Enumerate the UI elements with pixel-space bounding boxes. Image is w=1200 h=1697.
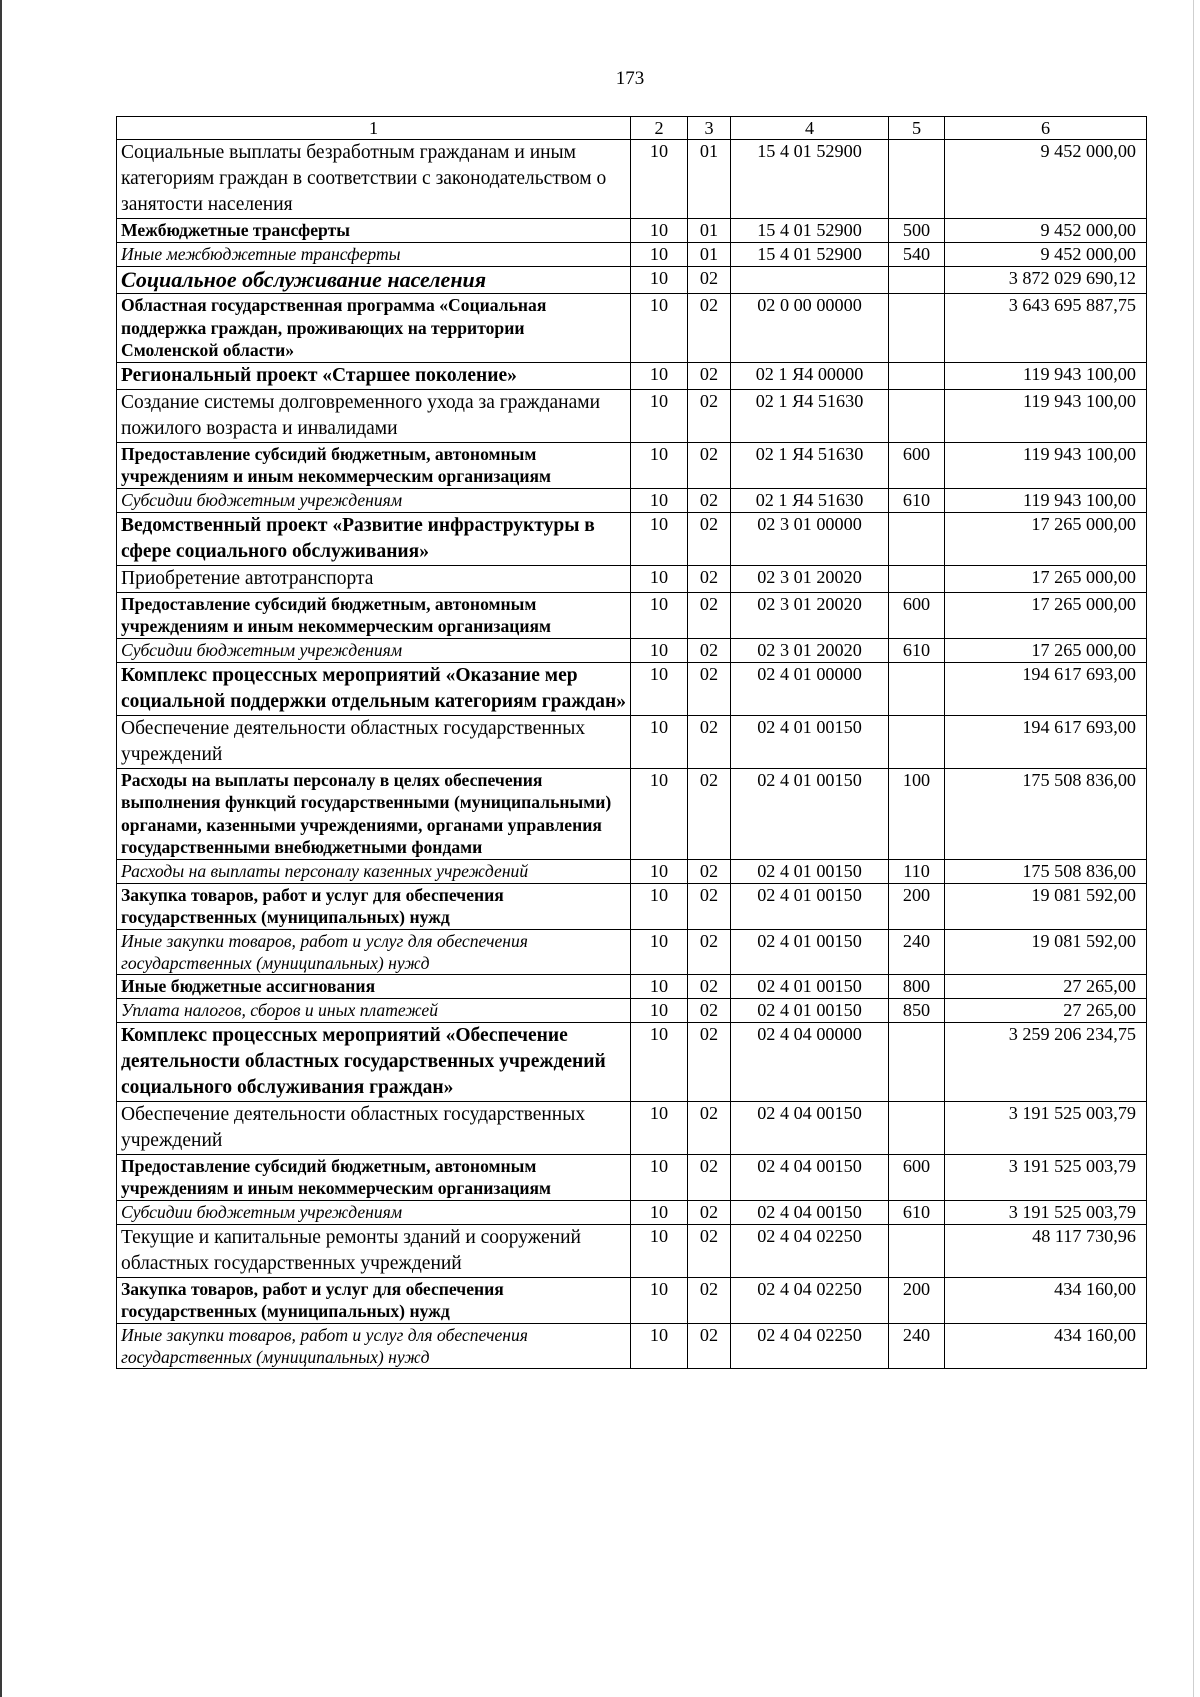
table-row: [117, 592, 1147, 638]
table-row: [117, 1022, 1147, 1101]
table-row: [117, 267, 1147, 294]
amount-cell: 27 265,00: [945, 998, 1147, 1022]
expense-type-cell: [889, 294, 945, 363]
target-article-cell: 15 4 01 52900: [731, 219, 889, 243]
row-name-cell: Предоставление субсидий бюджетным, автономным учреждениям и иным некоммерческим организациям: [117, 592, 631, 638]
table-row: [117, 1277, 1147, 1323]
section-code-cell: 10: [631, 294, 688, 363]
table-row: [117, 768, 1147, 859]
row-name-cell: Комплекс процессных мероприятий «Обеспечение деятельности областных государственных учреждений социального обслуживания граждан»: [117, 1022, 631, 1101]
subsection-code-cell: 02: [688, 998, 731, 1022]
subsection-code-cell: 01: [688, 219, 731, 243]
row-name-cell: Уплата налогов, сборов и иных платежей: [117, 998, 631, 1022]
table-row: [117, 294, 1147, 363]
table-row: [117, 442, 1147, 488]
expense-type-cell: 850: [889, 998, 945, 1022]
table-row: [117, 140, 1147, 219]
amount-cell: 434 160,00: [945, 1277, 1147, 1323]
expense-type-cell: 600: [889, 442, 945, 488]
table-row: [117, 243, 1147, 267]
row-name-cell: Иные закупки товаров, работ и услуг для обеспечения государственных (муниципальных) нужд: [117, 929, 631, 974]
amount-cell: 119 943 100,00: [945, 442, 1147, 488]
page-edge: [1193, 0, 1194, 1697]
expense-type-cell: 100: [889, 768, 945, 859]
row-name-cell: Текущие и капитальные ремонты зданий и сооружений областных государственных учреждений: [117, 1224, 631, 1277]
section-code-cell: 10: [631, 1277, 688, 1323]
row-name-cell: Комплекс процессных мероприятий «Оказание мер социальной поддержки отдельным категориям граждан»: [117, 662, 631, 715]
target-article-cell: 02 4 04 00150: [731, 1200, 889, 1224]
expense-type-cell: 600: [889, 592, 945, 638]
row-name-cell: Закупка товаров, работ и услуг для обеспечения государственных (муниципальных) нужд: [117, 1277, 631, 1323]
subsection-code-cell: 02: [688, 389, 731, 442]
row-name-cell: Расходы на выплаты персоналу казенных учреждений: [117, 859, 631, 883]
expense-type-cell: 240: [889, 1323, 945, 1368]
table-row: [117, 1154, 1147, 1200]
amount-cell: 175 508 836,00: [945, 859, 1147, 883]
header-cell: 6: [945, 117, 1147, 140]
header-cell: 2: [631, 117, 688, 140]
row-name-cell: Предоставление субсидий бюджетным, автономным учреждениям и иным некоммерческим организациям: [117, 442, 631, 488]
subsection-code-cell: 02: [688, 1154, 731, 1200]
section-code-cell: 10: [631, 488, 688, 512]
table-row: [117, 389, 1147, 442]
row-name-cell: Иные закупки товаров, работ и услуг для обеспечения государственных (муниципальных) нужд: [117, 1323, 631, 1368]
amount-cell: 9 452 000,00: [945, 243, 1147, 267]
row-name-cell: Иные бюджетные ассигнования: [117, 974, 631, 998]
section-code-cell: 10: [631, 929, 688, 974]
subsection-code-cell: 02: [688, 488, 731, 512]
target-article-cell: 02 1 Я4 00000: [731, 362, 889, 389]
subsection-code-cell: 02: [688, 1277, 731, 1323]
target-article-cell: 02 4 01 00150: [731, 998, 889, 1022]
section-code-cell: 10: [631, 1200, 688, 1224]
target-article-cell: 02 4 01 00150: [731, 929, 889, 974]
target-article-cell: 02 1 Я4 51630: [731, 389, 889, 442]
amount-cell: 27 265,00: [945, 974, 1147, 998]
section-code-cell: 10: [631, 362, 688, 389]
expense-type-cell: [889, 1101, 945, 1154]
row-name-cell: Межбюджетные трансферты: [117, 219, 631, 243]
section-code-cell: 10: [631, 243, 688, 267]
subsection-code-cell: 02: [688, 565, 731, 592]
target-article-cell: 02 1 Я4 51630: [731, 442, 889, 488]
amount-cell: 175 508 836,00: [945, 768, 1147, 859]
amount-cell: 9 452 000,00: [945, 219, 1147, 243]
amount-cell: 3 872 029 690,12: [945, 267, 1147, 294]
subsection-code-cell: 02: [688, 362, 731, 389]
amount-cell: 9 452 000,00: [945, 140, 1147, 219]
amount-cell: 119 943 100,00: [945, 389, 1147, 442]
subsection-code-cell: 01: [688, 140, 731, 219]
subsection-code-cell: 02: [688, 267, 731, 294]
section-code-cell: 10: [631, 1022, 688, 1101]
table-row: [117, 219, 1147, 243]
table-header-row: [117, 117, 1147, 140]
subsection-code-cell: 02: [688, 512, 731, 565]
target-article-cell: 02 4 04 02250: [731, 1323, 889, 1368]
row-name-cell: Субсидии бюджетным учреждениям: [117, 488, 631, 512]
table-row: [117, 1323, 1147, 1368]
section-code-cell: 10: [631, 267, 688, 294]
expense-type-cell: 800: [889, 974, 945, 998]
row-name-cell: Иные межбюджетные трансферты: [117, 243, 631, 267]
table-row: [117, 859, 1147, 883]
amount-cell: 3 643 695 887,75: [945, 294, 1147, 363]
section-code-cell: 10: [631, 662, 688, 715]
expense-type-cell: [889, 565, 945, 592]
expense-type-cell: 240: [889, 929, 945, 974]
section-code-cell: 10: [631, 883, 688, 929]
row-name-cell: Субсидии бюджетным учреждениям: [117, 638, 631, 662]
expense-type-cell: 610: [889, 638, 945, 662]
page-edge: [0, 0, 2, 1697]
table-row: [117, 929, 1147, 974]
amount-cell: 3 191 525 003,79: [945, 1154, 1147, 1200]
expense-type-cell: 610: [889, 1200, 945, 1224]
row-name-cell: Закупка товаров, работ и услуг для обеспечения государственных (муниципальных) нужд: [117, 883, 631, 929]
table-row: [117, 974, 1147, 998]
subsection-code-cell: 02: [688, 1323, 731, 1368]
target-article-cell: [731, 267, 889, 294]
amount-cell: 194 617 693,00: [945, 662, 1147, 715]
expense-type-cell: [889, 715, 945, 768]
subsection-code-cell: 01: [688, 243, 731, 267]
row-name-cell: Обеспечение деятельности областных государственных учреждений: [117, 715, 631, 768]
target-article-cell: 02 3 01 20020: [731, 592, 889, 638]
expense-type-cell: 110: [889, 859, 945, 883]
amount-cell: 17 265 000,00: [945, 592, 1147, 638]
target-article-cell: 02 4 04 00000: [731, 1022, 889, 1101]
section-code-cell: 10: [631, 140, 688, 219]
section-code-cell: 10: [631, 1224, 688, 1277]
target-article-cell: 02 0 00 00000: [731, 294, 889, 363]
table-row: [117, 715, 1147, 768]
target-article-cell: 02 3 01 20020: [731, 638, 889, 662]
section-code-cell: 10: [631, 859, 688, 883]
section-code-cell: 10: [631, 1154, 688, 1200]
section-code-cell: 10: [631, 442, 688, 488]
target-article-cell: 02 4 01 00150: [731, 883, 889, 929]
amount-cell: 19 081 592,00: [945, 883, 1147, 929]
target-article-cell: 02 4 01 00150: [731, 715, 889, 768]
subsection-code-cell: 02: [688, 859, 731, 883]
expense-type-cell: 200: [889, 883, 945, 929]
section-code-cell: 10: [631, 565, 688, 592]
table-row: [117, 512, 1147, 565]
row-name-cell: Областная государственная программа «Социальная поддержка граждан, проживающих на территории Смоленской области»: [117, 294, 631, 363]
subsection-code-cell: 02: [688, 768, 731, 859]
expense-type-cell: 200: [889, 1277, 945, 1323]
amount-cell: 3 259 206 234,75: [945, 1022, 1147, 1101]
section-code-cell: 10: [631, 715, 688, 768]
section-code-cell: 10: [631, 1101, 688, 1154]
table-row: [117, 662, 1147, 715]
table-row: [117, 488, 1147, 512]
row-name-cell: Обеспечение деятельности областных государственных учреждений: [117, 1101, 631, 1154]
row-name-cell: Приобретение автотранспорта: [117, 565, 631, 592]
amount-cell: 119 943 100,00: [945, 362, 1147, 389]
row-name-cell: Региональный проект «Старшее поколение»: [117, 362, 631, 389]
subsection-code-cell: 02: [688, 929, 731, 974]
section-code-cell: 10: [631, 768, 688, 859]
row-name-cell: Предоставление субсидий бюджетным, автономным учреждениям и иным некоммерческим организациям: [117, 1154, 631, 1200]
target-article-cell: 15 4 01 52900: [731, 243, 889, 267]
amount-cell: 119 943 100,00: [945, 488, 1147, 512]
expense-type-cell: [889, 140, 945, 219]
expense-type-cell: [889, 512, 945, 565]
row-name-cell: Субсидии бюджетным учреждениям: [117, 1200, 631, 1224]
amount-cell: 3 191 525 003,79: [945, 1101, 1147, 1154]
table-row: [117, 1224, 1147, 1277]
subsection-code-cell: 02: [688, 883, 731, 929]
amount-cell: 194 617 693,00: [945, 715, 1147, 768]
row-name-cell: Создание системы долговременного ухода за гражданами пожилого возраста и инвалидами: [117, 389, 631, 442]
section-code-cell: 10: [631, 1323, 688, 1368]
subsection-code-cell: 02: [688, 1101, 731, 1154]
subsection-code-cell: 02: [688, 592, 731, 638]
subsection-code-cell: 02: [688, 715, 731, 768]
expense-type-cell: 500: [889, 219, 945, 243]
target-article-cell: 02 4 01 00150: [731, 768, 889, 859]
expense-type-cell: 610: [889, 488, 945, 512]
section-code-cell: 10: [631, 389, 688, 442]
expense-type-cell: [889, 1224, 945, 1277]
amount-cell: 17 265 000,00: [945, 512, 1147, 565]
expense-type-cell: [889, 362, 945, 389]
amount-cell: 17 265 000,00: [945, 638, 1147, 662]
budget-table: [116, 116, 1147, 1369]
subsection-code-cell: 02: [688, 1224, 731, 1277]
target-article-cell: 02 4 04 00150: [731, 1154, 889, 1200]
subsection-code-cell: 02: [688, 662, 731, 715]
expense-type-cell: [889, 662, 945, 715]
target-article-cell: 02 4 04 02250: [731, 1224, 889, 1277]
subsection-code-cell: 02: [688, 1022, 731, 1101]
header-cell: 5: [889, 117, 945, 140]
target-article-cell: 02 4 04 02250: [731, 1277, 889, 1323]
table-row: [117, 362, 1147, 389]
amount-cell: 48 117 730,96: [945, 1224, 1147, 1277]
row-name-cell: Социальные выплаты безработным гражданам и иным категориям граждан в соответствии с законодательством о занятости населения: [117, 140, 631, 219]
row-name-cell: Ведомственный проект «Развитие инфраструктуры в сфере социального обслуживания»: [117, 512, 631, 565]
section-code-cell: 10: [631, 638, 688, 662]
expense-type-cell: [889, 267, 945, 294]
target-article-cell: 02 4 04 00150: [731, 1101, 889, 1154]
expense-type-cell: 540: [889, 243, 945, 267]
table-row: [117, 998, 1147, 1022]
table-row: [117, 565, 1147, 592]
target-article-cell: 15 4 01 52900: [731, 140, 889, 219]
expense-type-cell: 600: [889, 1154, 945, 1200]
subsection-code-cell: 02: [688, 294, 731, 363]
table-row: [117, 1200, 1147, 1224]
target-article-cell: 02 1 Я4 51630: [731, 488, 889, 512]
subsection-code-cell: 02: [688, 442, 731, 488]
header-cell: 1: [117, 117, 631, 140]
table-row: [117, 883, 1147, 929]
expense-type-cell: [889, 1022, 945, 1101]
section-code-cell: 10: [631, 974, 688, 998]
section-code-cell: 10: [631, 592, 688, 638]
row-name-cell: Социальное обслуживание населения: [117, 267, 631, 294]
subsection-code-cell: 02: [688, 638, 731, 662]
expense-type-cell: [889, 389, 945, 442]
target-article-cell: 02 3 01 00000: [731, 512, 889, 565]
section-code-cell: 10: [631, 219, 688, 243]
row-name-cell: Расходы на выплаты персоналу в целях обеспечения выполнения функций государственными (муниципальными) органами, казенными учреждениями, органами управления государственными внебюджетными фондами: [117, 768, 631, 859]
table-row: [117, 1101, 1147, 1154]
target-article-cell: 02 4 01 00000: [731, 662, 889, 715]
amount-cell: 19 081 592,00: [945, 929, 1147, 974]
amount-cell: 434 160,00: [945, 1323, 1147, 1368]
subsection-code-cell: 02: [688, 1200, 731, 1224]
section-code-cell: 10: [631, 512, 688, 565]
section-code-cell: 10: [631, 998, 688, 1022]
subsection-code-cell: 02: [688, 974, 731, 998]
amount-cell: 3 191 525 003,79: [945, 1200, 1147, 1224]
page-number: 173: [615, 68, 645, 89]
header-cell: 4: [731, 117, 889, 140]
header-cell: 3: [688, 117, 731, 140]
target-article-cell: 02 4 01 00150: [731, 974, 889, 998]
amount-cell: 17 265 000,00: [945, 565, 1147, 592]
target-article-cell: 02 3 01 20020: [731, 565, 889, 592]
target-article-cell: 02 4 01 00150: [731, 859, 889, 883]
table-row: [117, 638, 1147, 662]
